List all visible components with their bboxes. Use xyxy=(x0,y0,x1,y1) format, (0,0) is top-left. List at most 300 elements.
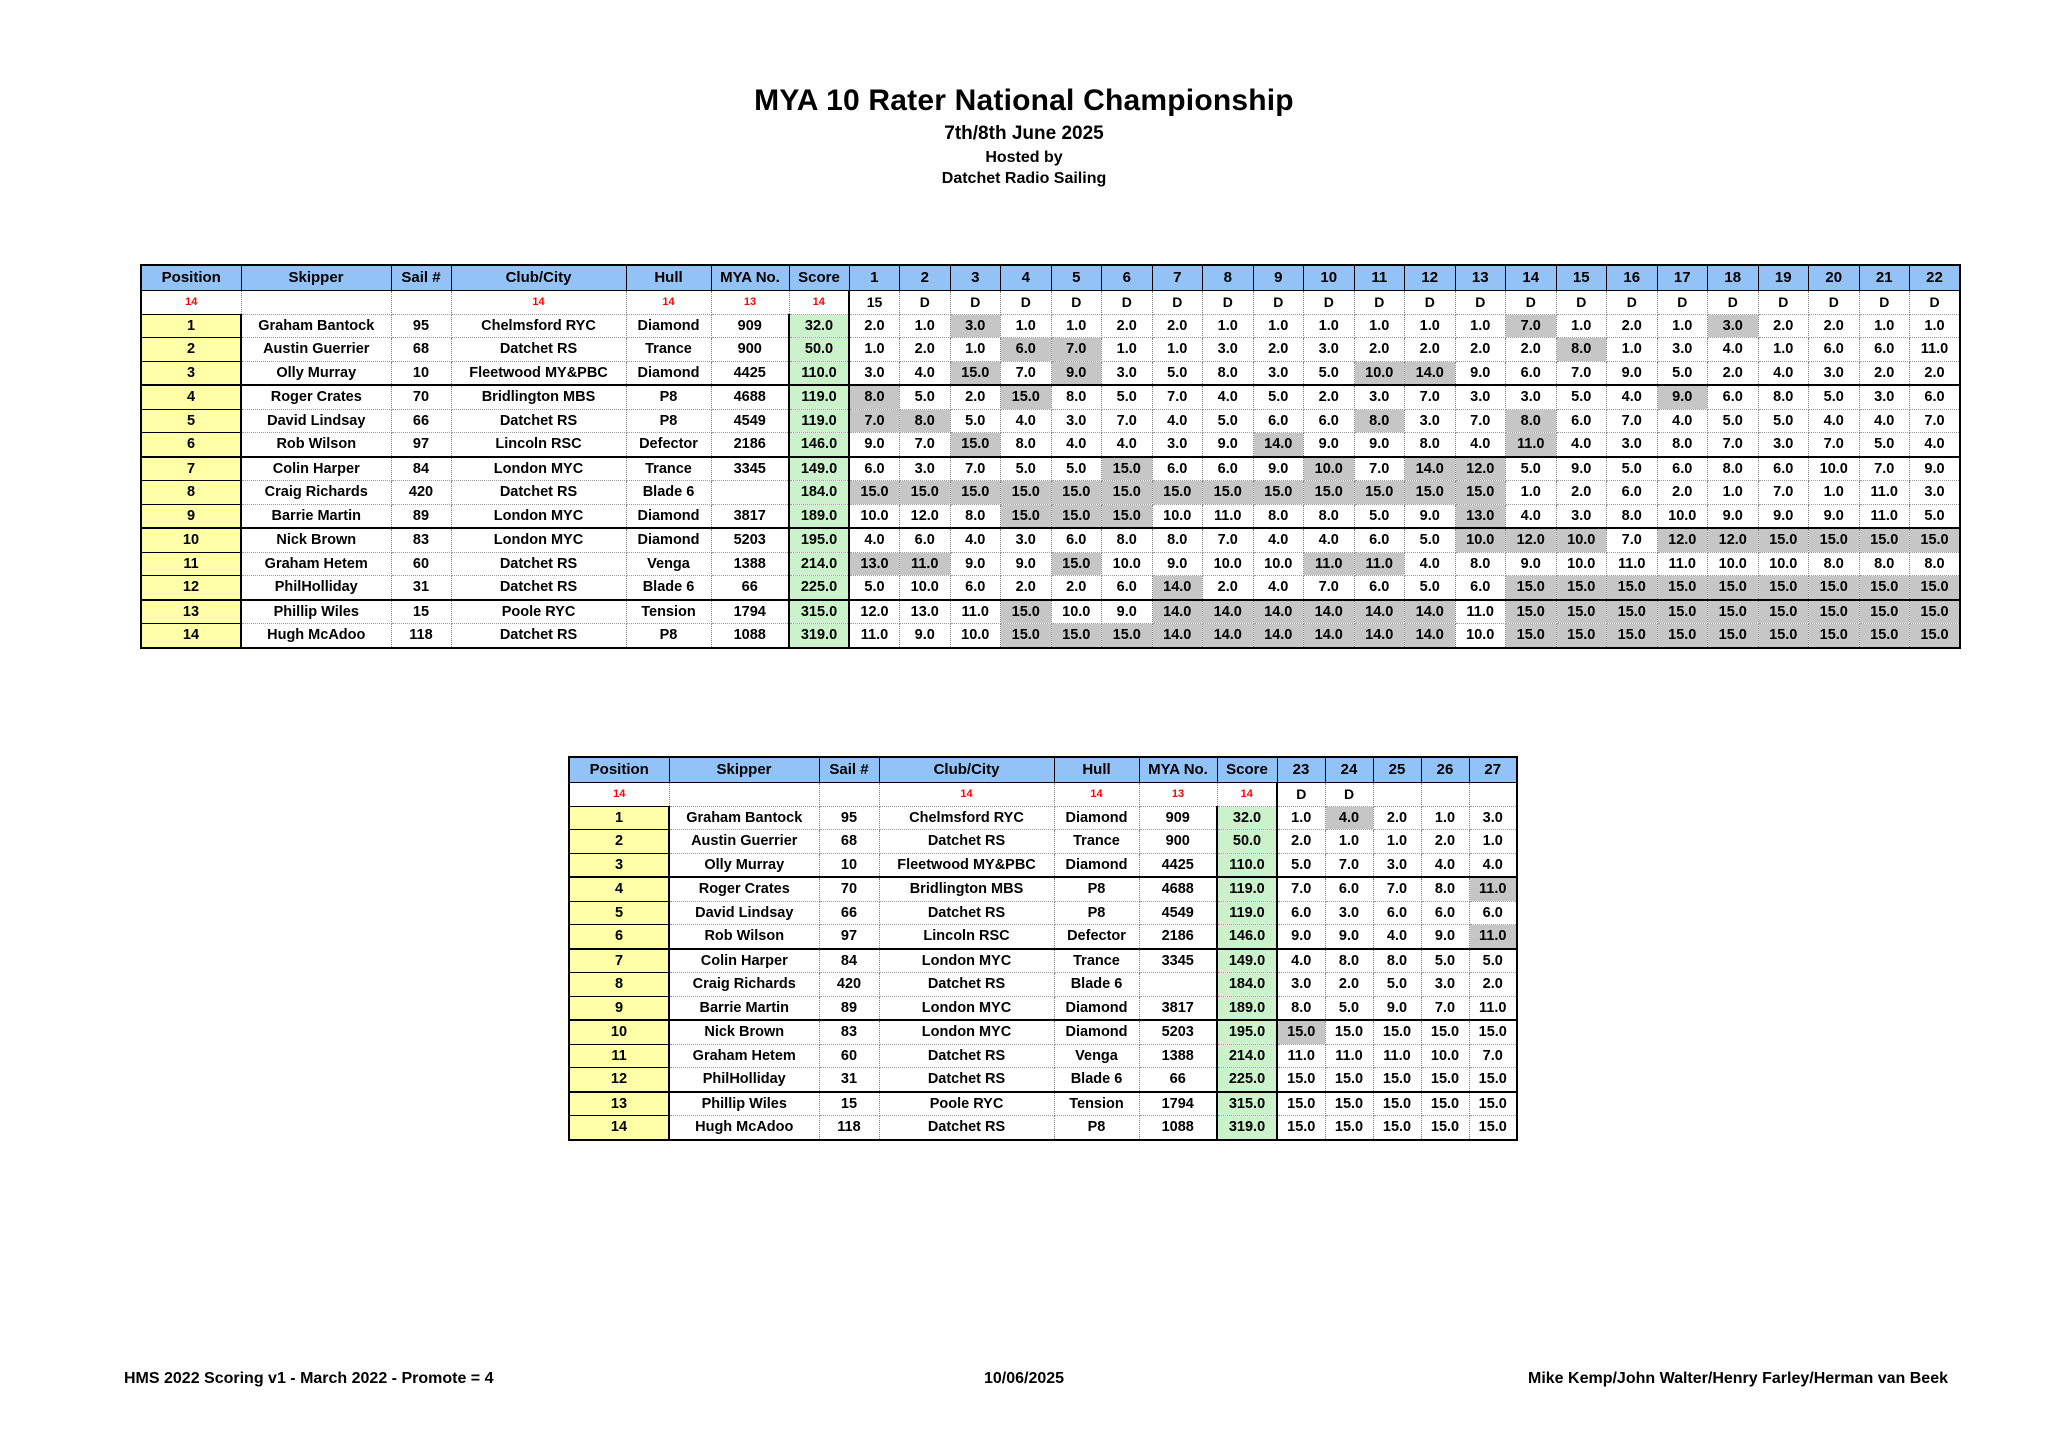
cell-race-2: 15.0 xyxy=(900,481,951,505)
table-header-row xyxy=(569,757,1517,783)
cell-race-2: 7.0 xyxy=(900,433,951,457)
cell-race-21: 3.0 xyxy=(1859,385,1910,409)
cell-race-13: 12.0 xyxy=(1455,457,1506,481)
cell-race-3: 5.0 xyxy=(950,409,1001,433)
col-header-race-1: 1 xyxy=(849,265,900,291)
cell-club: Bridlington MBS xyxy=(879,877,1054,901)
cell-race-6: 1.0 xyxy=(1102,338,1153,362)
cell-race-11: 14.0 xyxy=(1354,624,1405,648)
cell-race-14: 2.0 xyxy=(1506,338,1557,362)
cell-race-1: 11.0 xyxy=(849,624,900,648)
cell-race-25: 11.0 xyxy=(1373,1044,1421,1068)
cell-race-26: 6.0 xyxy=(1421,901,1469,925)
cell-race-17: 1.0 xyxy=(1657,314,1708,338)
cell-race-6: 3.0 xyxy=(1102,361,1153,385)
cell-race-19: 5.0 xyxy=(1758,409,1809,433)
cell-race-10: 1.0 xyxy=(1304,314,1355,338)
table-row[interactable] xyxy=(569,925,1517,949)
cell-sail: 83 xyxy=(819,1020,879,1044)
cell-hull: Blade 6 xyxy=(1054,1068,1139,1092)
col-header-race-27: 27 xyxy=(1469,757,1517,783)
cell-race-25: 2.0 xyxy=(1373,806,1421,830)
cell-race-19: 2.0 xyxy=(1758,314,1809,338)
cell-race-23: 15.0 xyxy=(1277,1020,1325,1044)
cell-race-27: 11.0 xyxy=(1469,925,1517,949)
cell-sail: 95 xyxy=(391,314,451,338)
cell-race-18: 4.0 xyxy=(1708,338,1759,362)
cell-race-12: 3.0 xyxy=(1405,409,1456,433)
cell-club: Datchet RS xyxy=(451,552,626,576)
cell-race-7: 14.0 xyxy=(1152,624,1203,648)
cell-race-5: 6.0 xyxy=(1051,528,1102,552)
cell-race-7: 1.0 xyxy=(1152,338,1203,362)
cell-mya: 4425 xyxy=(711,361,789,385)
cell-race-1: 1.0 xyxy=(849,338,900,362)
cell-race-20: 15.0 xyxy=(1809,624,1860,648)
cell-race-25: 1.0 xyxy=(1373,830,1421,854)
cell-mya: 909 xyxy=(711,314,789,338)
cell-club: Fleetwood MY&PBC xyxy=(879,853,1054,877)
cell-race-26: 4.0 xyxy=(1421,853,1469,877)
col-header-race-11: 11 xyxy=(1354,265,1405,291)
race-26-subheader-blank xyxy=(1421,783,1469,807)
cell-position: 11 xyxy=(141,552,241,576)
cell-race-6: 15.0 xyxy=(1102,504,1153,528)
cell-race-9: 5.0 xyxy=(1253,385,1304,409)
table-row[interactable] xyxy=(569,806,1517,830)
cell-race-19: 10.0 xyxy=(1758,552,1809,576)
cell-race-5: 10.0 xyxy=(1051,600,1102,624)
cell-race-25: 3.0 xyxy=(1373,853,1421,877)
cell-score: 146.0 xyxy=(1217,925,1277,949)
cell-race-13: 2.0 xyxy=(1455,338,1506,362)
cell-race-1: 12.0 xyxy=(849,600,900,624)
cell-race-22: 15.0 xyxy=(1910,600,1961,624)
cell-race-5: 15.0 xyxy=(1051,624,1102,648)
cell-skipper: Roger Crates xyxy=(241,385,391,409)
cell-race-23: 5.0 xyxy=(1277,853,1325,877)
cell-race-10: 8.0 xyxy=(1304,504,1355,528)
table-row[interactable] xyxy=(569,830,1517,854)
cell-club: Chelmsford RYC xyxy=(879,806,1054,830)
cell-race-21: 7.0 xyxy=(1859,457,1910,481)
cell-race-11: 8.0 xyxy=(1354,409,1405,433)
table-row[interactable] xyxy=(141,504,1960,528)
cell-race-12: 14.0 xyxy=(1405,624,1456,648)
count-sail-blank xyxy=(391,291,451,315)
cell-race-13: 9.0 xyxy=(1455,361,1506,385)
cell-race-13: 6.0 xyxy=(1455,576,1506,600)
cell-club: Datchet RS xyxy=(879,1044,1054,1068)
cell-race-18: 15.0 xyxy=(1708,576,1759,600)
table-row[interactable] xyxy=(569,901,1517,925)
cell-race-8: 2.0 xyxy=(1203,576,1254,600)
cell-mya: 3817 xyxy=(1139,996,1217,1020)
cell-score: 119.0 xyxy=(1217,877,1277,901)
cell-sail: 70 xyxy=(391,385,451,409)
cell-race-19: 15.0 xyxy=(1758,600,1809,624)
cell-position: 4 xyxy=(141,385,241,409)
cell-race-12: 5.0 xyxy=(1405,576,1456,600)
cell-race-14: 4.0 xyxy=(1506,504,1557,528)
cell-race-16: 11.0 xyxy=(1607,552,1658,576)
cell-club: Bridlington MBS xyxy=(451,385,626,409)
cell-race-21: 11.0 xyxy=(1859,481,1910,505)
cell-race-16: 7.0 xyxy=(1607,409,1658,433)
cell-race-25: 9.0 xyxy=(1373,996,1421,1020)
cell-position: 6 xyxy=(569,925,669,949)
cell-race-20: 15.0 xyxy=(1809,576,1860,600)
cell-race-1: 7.0 xyxy=(849,409,900,433)
cell-skipper: Olly Murray xyxy=(669,853,819,877)
cell-race-8: 4.0 xyxy=(1203,385,1254,409)
table-body xyxy=(569,783,1517,1140)
cell-race-8: 6.0 xyxy=(1203,457,1254,481)
cell-race-5: 3.0 xyxy=(1051,409,1102,433)
cell-race-4: 3.0 xyxy=(1001,528,1052,552)
cell-race-20: 4.0 xyxy=(1809,409,1860,433)
cell-race-4: 15.0 xyxy=(1001,481,1052,505)
cell-race-15: 1.0 xyxy=(1556,314,1607,338)
cell-race-1: 3.0 xyxy=(849,361,900,385)
cell-race-19: 1.0 xyxy=(1758,338,1809,362)
cell-race-14: 12.0 xyxy=(1506,528,1557,552)
cell-club: Datchet RS xyxy=(879,1068,1054,1092)
discard-marker-race-13: D xyxy=(1455,291,1506,315)
cell-hull: Trance xyxy=(1054,830,1139,854)
cell-club: London MYC xyxy=(451,528,626,552)
cell-skipper: Austin Guerrier xyxy=(669,830,819,854)
cell-race-8: 15.0 xyxy=(1203,481,1254,505)
cell-race-8: 3.0 xyxy=(1203,338,1254,362)
col-header-club: Club/City xyxy=(451,265,626,291)
cell-race-5: 2.0 xyxy=(1051,576,1102,600)
cell-race-12: 5.0 xyxy=(1405,528,1456,552)
results-table-b-wrapper xyxy=(568,756,1518,1141)
cell-race-6: 15.0 xyxy=(1102,481,1153,505)
results-table-a-wrapper xyxy=(140,264,1961,649)
cell-mya: 1088 xyxy=(1139,1116,1217,1140)
cell-hull: Trance xyxy=(626,338,711,362)
cell-race-7: 6.0 xyxy=(1152,457,1203,481)
cell-mya: 66 xyxy=(711,576,789,600)
cell-score: 184.0 xyxy=(1217,973,1277,997)
cell-race-8: 14.0 xyxy=(1203,624,1254,648)
cell-position: 2 xyxy=(569,830,669,854)
cell-race-9: 3.0 xyxy=(1253,361,1304,385)
cell-race-6: 7.0 xyxy=(1102,409,1153,433)
cell-race-13: 11.0 xyxy=(1455,600,1506,624)
cell-skipper: PhilHolliday xyxy=(241,576,391,600)
count-score: 14 xyxy=(789,291,849,315)
cell-race-19: 6.0 xyxy=(1758,457,1809,481)
cell-race-10: 5.0 xyxy=(1304,361,1355,385)
discard-marker-race-15: D xyxy=(1556,291,1607,315)
cell-mya xyxy=(711,481,789,505)
cell-score: 119.0 xyxy=(1217,901,1277,925)
cell-race-13: 4.0 xyxy=(1455,433,1506,457)
cell-race-27: 15.0 xyxy=(1469,1068,1517,1092)
cell-race-21: 2.0 xyxy=(1859,361,1910,385)
cell-race-23: 9.0 xyxy=(1277,925,1325,949)
col-header-skipper: Skipper xyxy=(669,757,819,783)
cell-mya: 909 xyxy=(1139,806,1217,830)
cell-mya: 1794 xyxy=(1139,1092,1217,1116)
discard-marker-race-4: D xyxy=(1001,291,1052,315)
table-row[interactable] xyxy=(141,600,1960,624)
cell-race-23: 4.0 xyxy=(1277,949,1325,973)
table-row[interactable] xyxy=(141,314,1960,338)
cell-hull: Venga xyxy=(626,552,711,576)
hosted-by-label: Hosted by xyxy=(985,149,1063,166)
col-header-race-7: 7 xyxy=(1152,265,1203,291)
table-row[interactable] xyxy=(569,1020,1517,1044)
cell-race-17: 15.0 xyxy=(1657,600,1708,624)
cell-score: 214.0 xyxy=(789,552,849,576)
discard-marker-race-19: D xyxy=(1758,291,1809,315)
cell-race-9: 15.0 xyxy=(1253,481,1304,505)
cell-race-2: 10.0 xyxy=(900,576,951,600)
cell-race-27: 15.0 xyxy=(1469,1020,1517,1044)
table-row[interactable] xyxy=(141,433,1960,457)
cell-race-25: 6.0 xyxy=(1373,901,1421,925)
cell-position: 7 xyxy=(141,457,241,481)
cell-race-15: 15.0 xyxy=(1556,576,1607,600)
cell-race-7: 2.0 xyxy=(1152,314,1203,338)
cell-skipper: Craig Richards xyxy=(241,481,391,505)
cell-race-11: 7.0 xyxy=(1354,457,1405,481)
cell-race-20: 15.0 xyxy=(1809,528,1860,552)
table-row[interactable] xyxy=(569,973,1517,997)
cell-race-7: 10.0 xyxy=(1152,504,1203,528)
cell-sail: 15 xyxy=(819,1092,879,1116)
cell-race-26: 15.0 xyxy=(1421,1068,1469,1092)
cell-race-1: 15.0 xyxy=(849,481,900,505)
table-row[interactable] xyxy=(569,1044,1517,1068)
cell-position: 1 xyxy=(141,314,241,338)
cell-skipper: David Lindsay xyxy=(241,409,391,433)
cell-race-18: 9.0 xyxy=(1708,504,1759,528)
table-row[interactable] xyxy=(569,1092,1517,1116)
cell-race-20: 3.0 xyxy=(1809,361,1860,385)
cell-race-21: 5.0 xyxy=(1859,433,1910,457)
cell-race-26: 8.0 xyxy=(1421,877,1469,901)
cell-race-25: 8.0 xyxy=(1373,949,1421,973)
cell-club: London MYC xyxy=(879,996,1054,1020)
cell-race-8: 9.0 xyxy=(1203,433,1254,457)
cell-race-9: 4.0 xyxy=(1253,576,1304,600)
col-header-score: Score xyxy=(789,265,849,291)
count-position: 14 xyxy=(569,783,669,807)
cell-skipper: Roger Crates xyxy=(669,877,819,901)
table-row[interactable] xyxy=(141,409,1960,433)
cell-race-14: 1.0 xyxy=(1506,481,1557,505)
cell-race-9: 8.0 xyxy=(1253,504,1304,528)
cell-club: London MYC xyxy=(879,1020,1054,1044)
cell-position: 4 xyxy=(569,877,669,901)
cell-hull: P8 xyxy=(1054,877,1139,901)
cell-race-18: 12.0 xyxy=(1708,528,1759,552)
cell-race-17: 9.0 xyxy=(1657,385,1708,409)
count-mya: 13 xyxy=(711,291,789,315)
table-row[interactable] xyxy=(141,385,1960,409)
cell-skipper: Barrie Martin xyxy=(669,996,819,1020)
cell-race-1: 13.0 xyxy=(849,552,900,576)
cell-mya: 900 xyxy=(1139,830,1217,854)
cell-club: London MYC xyxy=(451,457,626,481)
cell-race-4: 4.0 xyxy=(1001,409,1052,433)
cell-race-13: 3.0 xyxy=(1455,385,1506,409)
table-row[interactable] xyxy=(569,1068,1517,1092)
cell-race-20: 15.0 xyxy=(1809,600,1860,624)
cell-race-5: 4.0 xyxy=(1051,433,1102,457)
table-row[interactable] xyxy=(141,576,1960,600)
cell-race-6: 5.0 xyxy=(1102,385,1153,409)
cell-race-26: 15.0 xyxy=(1421,1116,1469,1140)
col-header-position: Position xyxy=(569,757,669,783)
cell-race-10: 3.0 xyxy=(1304,338,1355,362)
col-header-club: Club/City xyxy=(879,757,1054,783)
cell-race-6: 4.0 xyxy=(1102,433,1153,457)
cell-race-27: 4.0 xyxy=(1469,853,1517,877)
table-row[interactable] xyxy=(141,361,1960,385)
table-row[interactable] xyxy=(569,996,1517,1020)
cell-score: 110.0 xyxy=(789,361,849,385)
cell-position: 5 xyxy=(569,901,669,925)
cell-race-23: 15.0 xyxy=(1277,1116,1325,1140)
col-header-race-8: 8 xyxy=(1203,265,1254,291)
discard-marker-race-18: D xyxy=(1708,291,1759,315)
cell-race-7: 5.0 xyxy=(1152,361,1203,385)
cell-skipper: Rob Wilson xyxy=(241,433,391,457)
event-dates: 7th/8th June 2025 xyxy=(944,123,1104,144)
table-row[interactable] xyxy=(569,877,1517,901)
cell-race-26: 5.0 xyxy=(1421,949,1469,973)
footer-date: 10/06/2025 xyxy=(983,1370,1065,1387)
cell-skipper: Hugh McAdoo xyxy=(669,1116,819,1140)
cell-race-25: 15.0 xyxy=(1373,1116,1421,1140)
cell-race-27: 7.0 xyxy=(1469,1044,1517,1068)
cell-mya: 4688 xyxy=(711,385,789,409)
cell-skipper: Graham Bantock xyxy=(669,806,819,830)
cell-race-13: 1.0 xyxy=(1455,314,1506,338)
cell-race-24: 15.0 xyxy=(1325,1116,1373,1140)
cell-race-26: 3.0 xyxy=(1421,973,1469,997)
cell-position: 14 xyxy=(569,1116,669,1140)
cell-race-14: 15.0 xyxy=(1506,600,1557,624)
cell-sail: 89 xyxy=(391,504,451,528)
cell-hull: Defector xyxy=(626,433,711,457)
cell-race-6: 6.0 xyxy=(1102,576,1153,600)
cell-race-23: 11.0 xyxy=(1277,1044,1325,1068)
cell-sail: 60 xyxy=(391,552,451,576)
cell-race-12: 8.0 xyxy=(1405,433,1456,457)
cell-score: 184.0 xyxy=(789,481,849,505)
cell-sail: 66 xyxy=(819,901,879,925)
cell-race-7: 4.0 xyxy=(1152,409,1203,433)
cell-race-14: 5.0 xyxy=(1506,457,1557,481)
cell-race-3: 2.0 xyxy=(950,385,1001,409)
cell-race-22: 6.0 xyxy=(1910,385,1961,409)
cell-race-27: 15.0 xyxy=(1469,1092,1517,1116)
cell-race-24: 8.0 xyxy=(1325,949,1373,973)
cell-race-26: 9.0 xyxy=(1421,925,1469,949)
cell-club: Datchet RS xyxy=(879,830,1054,854)
discard-marker-race-12: D xyxy=(1405,291,1456,315)
cell-race-9: 14.0 xyxy=(1253,600,1304,624)
cell-race-24: 6.0 xyxy=(1325,877,1373,901)
cell-score: 119.0 xyxy=(789,409,849,433)
table-row[interactable] xyxy=(141,457,1960,481)
table-row[interactable] xyxy=(141,528,1960,552)
col-header-race-21: 21 xyxy=(1859,265,1910,291)
cell-race-18: 1.0 xyxy=(1708,481,1759,505)
cell-race-3: 15.0 xyxy=(950,433,1001,457)
cell-race-5: 5.0 xyxy=(1051,457,1102,481)
discard-marker-race-20: D xyxy=(1809,291,1860,315)
cell-score: 319.0 xyxy=(1217,1116,1277,1140)
table-row[interactable] xyxy=(141,552,1960,576)
cell-race-5: 15.0 xyxy=(1051,504,1102,528)
discard-marker-race-9: D xyxy=(1253,291,1304,315)
cell-race-24: 3.0 xyxy=(1325,901,1373,925)
cell-race-16: 8.0 xyxy=(1607,504,1658,528)
count-position: 14 xyxy=(141,291,241,315)
host-club: Datchet Radio Sailing xyxy=(941,170,1107,187)
discard-marker-race-16: D xyxy=(1607,291,1658,315)
cell-hull: P8 xyxy=(1054,901,1139,925)
cell-race-11: 10.0 xyxy=(1354,361,1405,385)
cell-skipper: Phillip Wiles xyxy=(241,600,391,624)
cell-score: 319.0 xyxy=(789,624,849,648)
cell-race-3: 15.0 xyxy=(950,361,1001,385)
cell-race-21: 15.0 xyxy=(1859,624,1910,648)
cell-race-27: 5.0 xyxy=(1469,949,1517,973)
cell-mya: 4549 xyxy=(1139,901,1217,925)
cell-club: Fleetwood MY&PBC xyxy=(451,361,626,385)
cell-race-17: 4.0 xyxy=(1657,409,1708,433)
cell-position: 6 xyxy=(141,433,241,457)
cell-race-23: 3.0 xyxy=(1277,973,1325,997)
cell-mya: 4688 xyxy=(1139,877,1217,901)
cell-race-27: 2.0 xyxy=(1469,973,1517,997)
cell-race-18: 10.0 xyxy=(1708,552,1759,576)
cell-race-23: 8.0 xyxy=(1277,996,1325,1020)
table-row[interactable] xyxy=(569,949,1517,973)
cell-race-3: 10.0 xyxy=(950,624,1001,648)
cell-club: Lincoln RSC xyxy=(879,925,1054,949)
cell-club: Datchet RS xyxy=(451,624,626,648)
col-header-race-26: 26 xyxy=(1421,757,1469,783)
cell-position: 9 xyxy=(569,996,669,1020)
cell-race-11: 15.0 xyxy=(1354,481,1405,505)
cell-hull: Diamond xyxy=(626,314,711,338)
cell-race-2: 3.0 xyxy=(900,457,951,481)
table-row[interactable] xyxy=(141,624,1960,648)
table-row[interactable] xyxy=(141,338,1960,362)
discard-marker-race-21: D xyxy=(1859,291,1910,315)
cell-race-15: 10.0 xyxy=(1556,552,1607,576)
count-sail-blank xyxy=(819,783,879,807)
table-row[interactable] xyxy=(569,1116,1517,1140)
cell-race-3: 1.0 xyxy=(950,338,1001,362)
cell-race-15: 2.0 xyxy=(1556,481,1607,505)
table-row[interactable] xyxy=(569,853,1517,877)
table-row[interactable] xyxy=(141,481,1960,505)
col-header-race-3: 3 xyxy=(950,265,1001,291)
cell-skipper: Hugh McAdoo xyxy=(241,624,391,648)
cell-race-9: 6.0 xyxy=(1253,409,1304,433)
